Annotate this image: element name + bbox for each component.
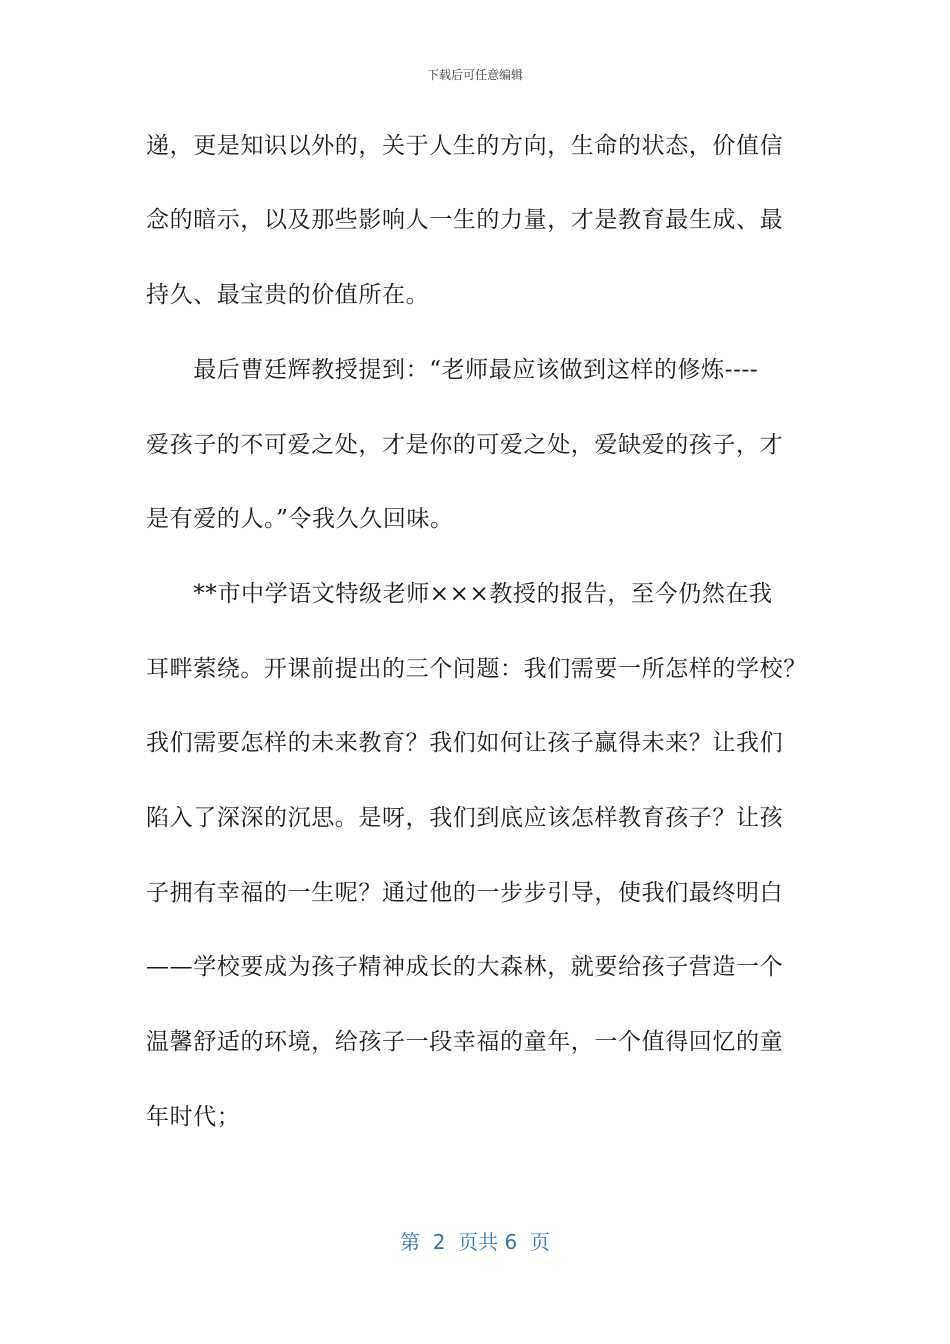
body-text-line: 持久、最宝贵的价值所在。 — [146, 282, 430, 308]
body-text-line: 念的暗示，以及那些影响人一生的力量，才是教育最生成、最 — [146, 207, 784, 233]
page-header-note: 下载后可任意编辑 — [426, 68, 523, 82]
body-text-line: 爱孩子的不可爱之处，才是你的可爱之处，爱缺爱的孩子，才 — [146, 432, 784, 458]
body-text-line: **市中学语文特级老师×××教授的报告，至今仍然在我 — [146, 581, 773, 607]
body-text-line: 温馨舒适的环境，给孩子一段幸福的童年，一个值得回忆的童 — [146, 1029, 784, 1055]
page-number-footer: 第 2 页共 6 页 — [400, 1230, 550, 1254]
body-text-line: 年时代； — [146, 1104, 241, 1130]
body-text-line: 耳畔萦绕。开课前提出的三个问题：我们需要一所怎样的学校？ — [146, 656, 807, 682]
body-text-line: ——学校要成为孩子精神成长的大森林，就要给孩子营造一个 — [146, 954, 784, 980]
body-text-line: 子拥有幸福的一生呢？通过他的一步步引导，使我们最终明白 — [146, 880, 784, 906]
body-text-line: 陷入了深深的沉思。是呀，我们到底应该怎样教育孩子？让孩 — [146, 805, 784, 831]
body-text-line: 是有爱的人。”令我久久回味。 — [146, 506, 454, 532]
body-text-line: 最后曹廷辉教授提到：“老师最应该做到这样的修炼---- — [146, 357, 759, 383]
body-text-line: 递，更是知识以外的，关于人生的方向，生命的状态，价值信 — [146, 133, 784, 159]
body-text-line: 我们需要怎样的未来教育？我们如何让孩子赢得未来？让我们 — [146, 730, 784, 756]
